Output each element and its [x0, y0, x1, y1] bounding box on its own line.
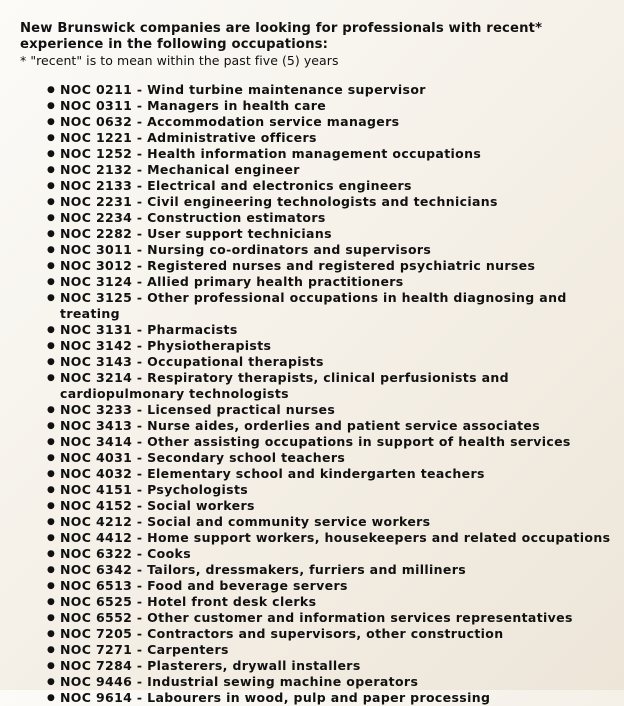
occupation-item: [47, 658, 616, 674]
occupation-item: [47, 690, 616, 706]
occupation-text: NOC 7271 - Carpenters: [60, 642, 229, 657]
occupation-text: NOC 3011 - Nursing co-ordinators and supervisors: [60, 242, 432, 257]
occupation-text: NOC 1252 - Health information management occupations: [60, 146, 482, 161]
bullet-icon: ●: [47, 165, 56, 175]
occupation-text: NOC 7284 - Plasterers, drywall installers: [60, 658, 361, 673]
occupation-text: NOC 6342 - Tailors, dressmakers, furriers and milliners: [60, 562, 467, 577]
bullet-icon: ●: [47, 181, 56, 191]
occupation-item: [47, 466, 616, 482]
occupation-item: [47, 146, 616, 162]
occupation-item: [47, 530, 616, 546]
occupation-item: [47, 610, 616, 626]
occupation-text: NOC 3143 - Occupational therapists: [60, 354, 324, 369]
occupation-text: NOC 2282 - User support technicians: [60, 226, 332, 241]
occupation-text: NOC 9614 - Labourers in wood, pulp and paper processing: [60, 690, 491, 705]
occupation-text: NOC 4152 - Social workers: [60, 498, 255, 513]
occupation-item: [47, 290, 616, 322]
occupation-text: NOC 6513 - Food and beverage servers: [60, 578, 348, 593]
occupation-item: [47, 594, 616, 610]
occupation-text: NOC 3413 - Nurse aides, orderlies and patient service associates: [60, 418, 541, 433]
occupation-item: [47, 338, 616, 354]
occupation-item: [47, 434, 616, 450]
occupation-text: NOC 6525 - Hotel front desk clerks: [60, 594, 317, 609]
bullet-icon: ●: [47, 549, 56, 559]
bullet-icon: ●: [47, 405, 56, 415]
occupation-item: [47, 114, 616, 130]
occupation-text: NOC 3012 - Registered nurses and registered psychiatric nurses: [60, 258, 536, 273]
occupation-text: NOC 6552 - Other customer and information services representatives: [60, 610, 573, 625]
bullet-icon: ●: [47, 117, 56, 127]
bullet-icon: ●: [47, 261, 56, 271]
bullet-icon: ●: [47, 677, 56, 687]
occupation-text: NOC 3131 - Pharmacists: [60, 322, 238, 337]
occupation-list: [20, 82, 616, 706]
bullet-icon: ●: [47, 565, 56, 575]
bullet-icon: ●: [47, 277, 56, 287]
bullet-icon: ●: [47, 341, 56, 351]
bullet-icon: ●: [47, 245, 56, 255]
occupation-item: [47, 82, 616, 98]
occupation-item: [47, 578, 616, 594]
occupation-item: [47, 258, 616, 274]
occupation-item: [47, 370, 616, 402]
bullet-icon: ●: [47, 149, 56, 159]
occupation-text: NOC 3214 - Respiratory therapists, clinical perfusionists and cardiopulmonary technologists: [60, 370, 509, 401]
occupation-item: [47, 514, 616, 530]
bullet-icon: ●: [47, 629, 56, 639]
bullet-icon: ●: [47, 581, 56, 591]
page-heading: New Brunswick companies are looking for professionals with recent* experience in the following occupations:: [20, 21, 543, 52]
occupation-item: [47, 130, 616, 146]
occupation-text: NOC 3124 - Allied primary health practitioners: [60, 274, 404, 289]
occupation-item: [47, 562, 616, 578]
occupation-text: NOC 4212 - Social and community service workers: [60, 514, 431, 529]
occupation-item: [47, 418, 616, 434]
occupation-text: NOC 0211 - Wind turbine maintenance supervisor: [60, 82, 426, 97]
bullet-icon: ●: [47, 661, 56, 671]
occupation-text: NOC 1221 - Administrative officers: [60, 130, 317, 145]
occupation-text: NOC 3233 - Licensed practical nurses: [60, 402, 336, 417]
occupation-item: [47, 226, 616, 242]
occupation-item: [47, 322, 616, 338]
occupation-item: [47, 162, 616, 178]
occupation-text: NOC 2234 - Construction estimators: [60, 210, 326, 225]
occupation-item: [47, 482, 616, 498]
bullet-icon: ●: [47, 485, 56, 495]
occupation-item: [47, 450, 616, 466]
occupation-text: NOC 0311 - Managers in health care: [60, 98, 327, 113]
bullet-icon: ●: [47, 469, 56, 479]
bullet-icon: ●: [47, 229, 56, 239]
occupation-text: NOC 4151 - Psychologists: [60, 482, 249, 497]
bullet-icon: ●: [47, 597, 56, 607]
bullet-icon: ●: [47, 213, 56, 223]
occupation-text: NOC 4032 - Elementary school and kindergarten teachers: [60, 466, 485, 481]
occupation-text: NOC 9446 - Industrial sewing machine operators: [60, 674, 419, 689]
occupation-text: NOC 7205 - Contractors and supervisors, other construction: [60, 626, 504, 641]
occupation-item: [47, 178, 616, 194]
bullet-icon: ●: [47, 325, 56, 335]
bullet-icon: ●: [47, 357, 56, 367]
occupation-text: NOC 3142 - Physiotherapists: [60, 338, 272, 353]
occupation-item: [47, 194, 616, 210]
bullet-icon: ●: [47, 613, 56, 623]
occupation-item: [47, 242, 616, 258]
occupation-item: [47, 402, 616, 418]
occupation-text: NOC 2132 - Mechanical engineer: [60, 162, 300, 177]
bullet-icon: ●: [47, 197, 56, 207]
bullet-icon: ●: [47, 453, 56, 463]
bullet-icon: ●: [47, 373, 56, 383]
bullet-icon: ●: [47, 293, 56, 303]
occupation-item: [47, 498, 616, 514]
occupation-text: NOC 0632 - Accommodation service managers: [60, 114, 400, 129]
bullet-icon: ●: [47, 533, 56, 543]
occupation-item: [47, 210, 616, 226]
occupation-text: NOC 6322 - Cooks: [60, 546, 191, 561]
occupation-text: NOC 2133 - Electrical and electronics engineers: [60, 178, 412, 193]
bullet-icon: ●: [47, 645, 56, 655]
occupation-item: [47, 98, 616, 114]
bullet-icon: ●: [47, 133, 56, 143]
bullet-icon: ●: [47, 437, 56, 447]
bullet-icon: ●: [47, 421, 56, 431]
bullet-icon: ●: [47, 693, 56, 703]
bullet-icon: ●: [47, 517, 56, 527]
occupation-text: NOC 3414 - Other assisting occupations in support of health services: [60, 434, 571, 449]
bullet-icon: ●: [47, 501, 56, 511]
occupation-text: NOC 2231 - Civil engineering technologists and technicians: [60, 194, 498, 209]
occupation-item: [47, 274, 616, 290]
occupation-item: [47, 626, 616, 642]
occupation-text: NOC 3125 - Other professional occupations in health diagnosing and treating: [60, 290, 567, 321]
occupation-text: NOC 4412 - Home support workers, housekeepers and related occupations: [60, 530, 611, 545]
occupation-item: [47, 642, 616, 658]
occupation-item: [47, 354, 616, 370]
bullet-icon: ●: [47, 85, 56, 95]
occupation-item: [47, 674, 616, 690]
bullet-icon: ●: [47, 101, 56, 111]
recent-experience-note: * "recent" is to mean within the past five (5) years: [20, 53, 339, 68]
occupation-item: [47, 546, 616, 562]
occupation-text: NOC 4031 - Secondary school teachers: [60, 450, 346, 465]
